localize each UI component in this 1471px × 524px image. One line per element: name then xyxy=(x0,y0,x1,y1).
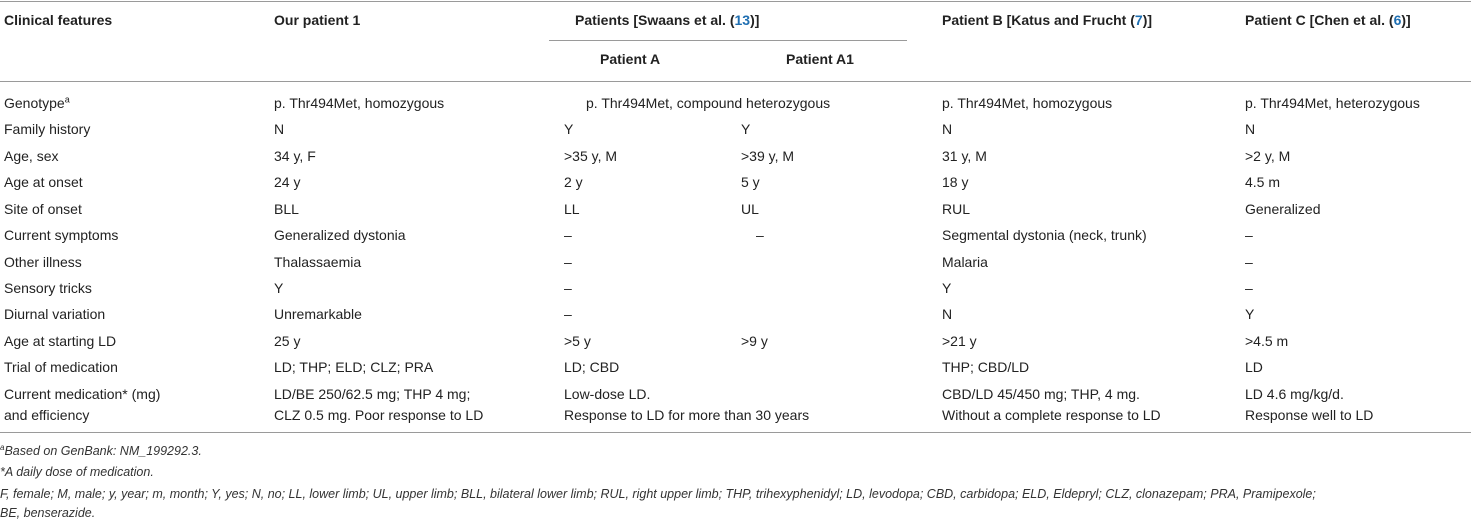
table-cell: – xyxy=(1245,227,1253,243)
table-cell: N xyxy=(942,306,953,322)
feature-label: Age at starting LD xyxy=(4,333,117,349)
footnote-marker: a xyxy=(0,442,5,452)
table-cell: Generalized dystonia xyxy=(274,227,406,243)
feature-label: and efficiency xyxy=(4,407,90,423)
table-cell: CBD/LD 45/450 mg; THP, 4 mg. xyxy=(942,386,1140,402)
table-cell: 5 y xyxy=(741,174,760,190)
table-cell: 18 y xyxy=(942,174,969,190)
header-chen-patient xyxy=(1245,12,1411,28)
table-cell: Low-dose LD. xyxy=(564,386,651,402)
feature-label: Site of onset xyxy=(4,201,82,217)
table-cell: Unremarkable xyxy=(274,306,362,322)
table-cell: LL xyxy=(564,201,580,217)
table-cell: – xyxy=(564,280,572,296)
table-cell: RUL xyxy=(942,201,971,217)
table-cell: Y xyxy=(1245,306,1255,322)
table-cell: Response well to LD xyxy=(1245,407,1374,423)
table-cell: 34 y, F xyxy=(274,148,316,164)
feature-label: Diurnal variation xyxy=(4,306,106,322)
chen-reference-link[interactable]: 6 xyxy=(1393,12,1402,28)
table-cell: – xyxy=(756,227,764,243)
feature-label: Trial of medication xyxy=(4,359,118,375)
table-cell: THP; CBD/LD xyxy=(942,359,1030,375)
table-cell: – xyxy=(564,254,572,270)
table-cell: LD/BE 250/62.5 mg; THP 4 mg; xyxy=(274,386,471,402)
table-cell: >5 y xyxy=(564,333,591,349)
table-cell: >4.5 m xyxy=(1245,333,1289,349)
table-cell: Segmental dystonia (neck, trunk) xyxy=(942,227,1147,243)
table-bottom-rule xyxy=(0,432,1471,433)
footnote-genbank xyxy=(0,444,202,459)
table-cell: 2 y xyxy=(564,174,583,190)
footnote-text: Based on GenBank: NM_199292.3. xyxy=(4,444,202,458)
swaans-group-rule xyxy=(549,40,907,41)
header-swaans-suffix: )] xyxy=(750,12,760,28)
header-bottom-rule xyxy=(0,81,1471,82)
table-cell: N xyxy=(942,121,953,137)
table-cell: – xyxy=(1245,254,1253,270)
header-patient-a: Patient A xyxy=(600,51,661,67)
table-cell: >39 y, M xyxy=(741,148,795,164)
table-cell: BLL xyxy=(274,201,299,217)
header-our-patient: Our patient 1 xyxy=(274,12,361,28)
header-patient-a1: Patient A1 xyxy=(786,51,854,67)
table-cell: – xyxy=(1245,280,1253,296)
swaans-reference-link[interactable]: 13 xyxy=(734,12,751,28)
table-cell: UL xyxy=(741,201,759,217)
header-katus-patient xyxy=(942,12,1152,28)
table-cell: LD; THP; ELD; CLZ; PRA xyxy=(274,359,434,375)
feature-label: Current symptoms xyxy=(4,227,119,243)
table-cell: N xyxy=(1245,121,1256,137)
table-cell: CLZ 0.5 mg. Poor response to LD xyxy=(274,407,484,423)
table-cell: Y xyxy=(564,121,574,137)
table-cell: LD xyxy=(1245,359,1263,375)
table-cell: 31 y, M xyxy=(942,148,987,164)
table-cell: >9 y xyxy=(741,333,768,349)
table-cell: p. Thr494Met, compound heterozygous xyxy=(586,95,831,111)
table-cell: – xyxy=(564,306,572,322)
feature-genotype xyxy=(4,95,70,111)
footnote-abbreviations-cont: BE, benserazide. xyxy=(0,506,96,520)
table-cell: >21 y xyxy=(942,333,977,349)
header-swaans-patients xyxy=(575,12,759,28)
footnote-abbreviations: F, female; M, male; y, year; m, month; Y, yes; N, no; LL, lower limb; UL, upper limb; BLL, bilateral lower limb; RUL, right upper limb; THP, trihexyphenidyl; LD, levodopa; CBD, carbidopa; ELD, Eldepryl; CLZ, clonazepam; PRA, Pramipexole; xyxy=(0,487,1316,501)
table-cell: Generalized xyxy=(1245,201,1321,217)
table-cell: p. Thr494Met, heterozygous xyxy=(1245,95,1420,111)
table-top-rule xyxy=(0,1,1471,2)
feature-label: Genotype xyxy=(4,95,65,111)
feature-label: Age, sex xyxy=(4,148,59,164)
header-chen-prefix: Patient C [Chen et al. ( xyxy=(1245,12,1394,28)
table-cell: Y xyxy=(274,280,284,296)
table-cell: Response to LD for more than 30 years xyxy=(564,407,810,423)
table-cell: – xyxy=(564,227,572,243)
table-cell: 24 y xyxy=(274,174,301,190)
footnote-marker: a xyxy=(64,94,70,105)
katus-reference-link[interactable]: 7 xyxy=(1134,12,1143,28)
table-cell: p. Thr494Met, homozygous xyxy=(942,95,1113,111)
header-chen-suffix: )] xyxy=(1401,12,1411,28)
table-cell: Y xyxy=(741,121,751,137)
feature-label: Family history xyxy=(4,121,91,137)
table-cell: >2 y, M xyxy=(1245,148,1291,164)
table-cell: Without a complete response to LD xyxy=(942,407,1161,423)
header-clinical-features: Clinical features xyxy=(4,12,113,28)
feature-label: Other illness xyxy=(4,254,82,270)
feature-label: Sensory tricks xyxy=(4,280,92,296)
table-cell: N xyxy=(274,121,285,137)
table-cell: LD; CBD xyxy=(564,359,620,375)
table-cell: LD 4.6 mg/kg/d. xyxy=(1245,386,1344,402)
header-katus-prefix: Patient B [Katus and Frucht ( xyxy=(942,12,1135,28)
header-swaans-prefix: Patients [Swaans et al. ( xyxy=(575,12,735,28)
footnote-daily-dose: *A daily dose of medication. xyxy=(0,465,154,479)
table-cell: p. Thr494Met, homozygous xyxy=(274,95,445,111)
table-cell: Malaria xyxy=(942,254,988,270)
table-cell: 4.5 m xyxy=(1245,174,1281,190)
table-cell: >35 y, M xyxy=(564,148,618,164)
table-cell: Y xyxy=(942,280,952,296)
table-cell: 25 y xyxy=(274,333,301,349)
feature-label: Age at onset xyxy=(4,174,83,190)
header-katus-suffix: )] xyxy=(1142,12,1153,28)
feature-label: Current medication* (mg) xyxy=(4,386,161,402)
table-cell: Thalassaemia xyxy=(274,254,362,270)
